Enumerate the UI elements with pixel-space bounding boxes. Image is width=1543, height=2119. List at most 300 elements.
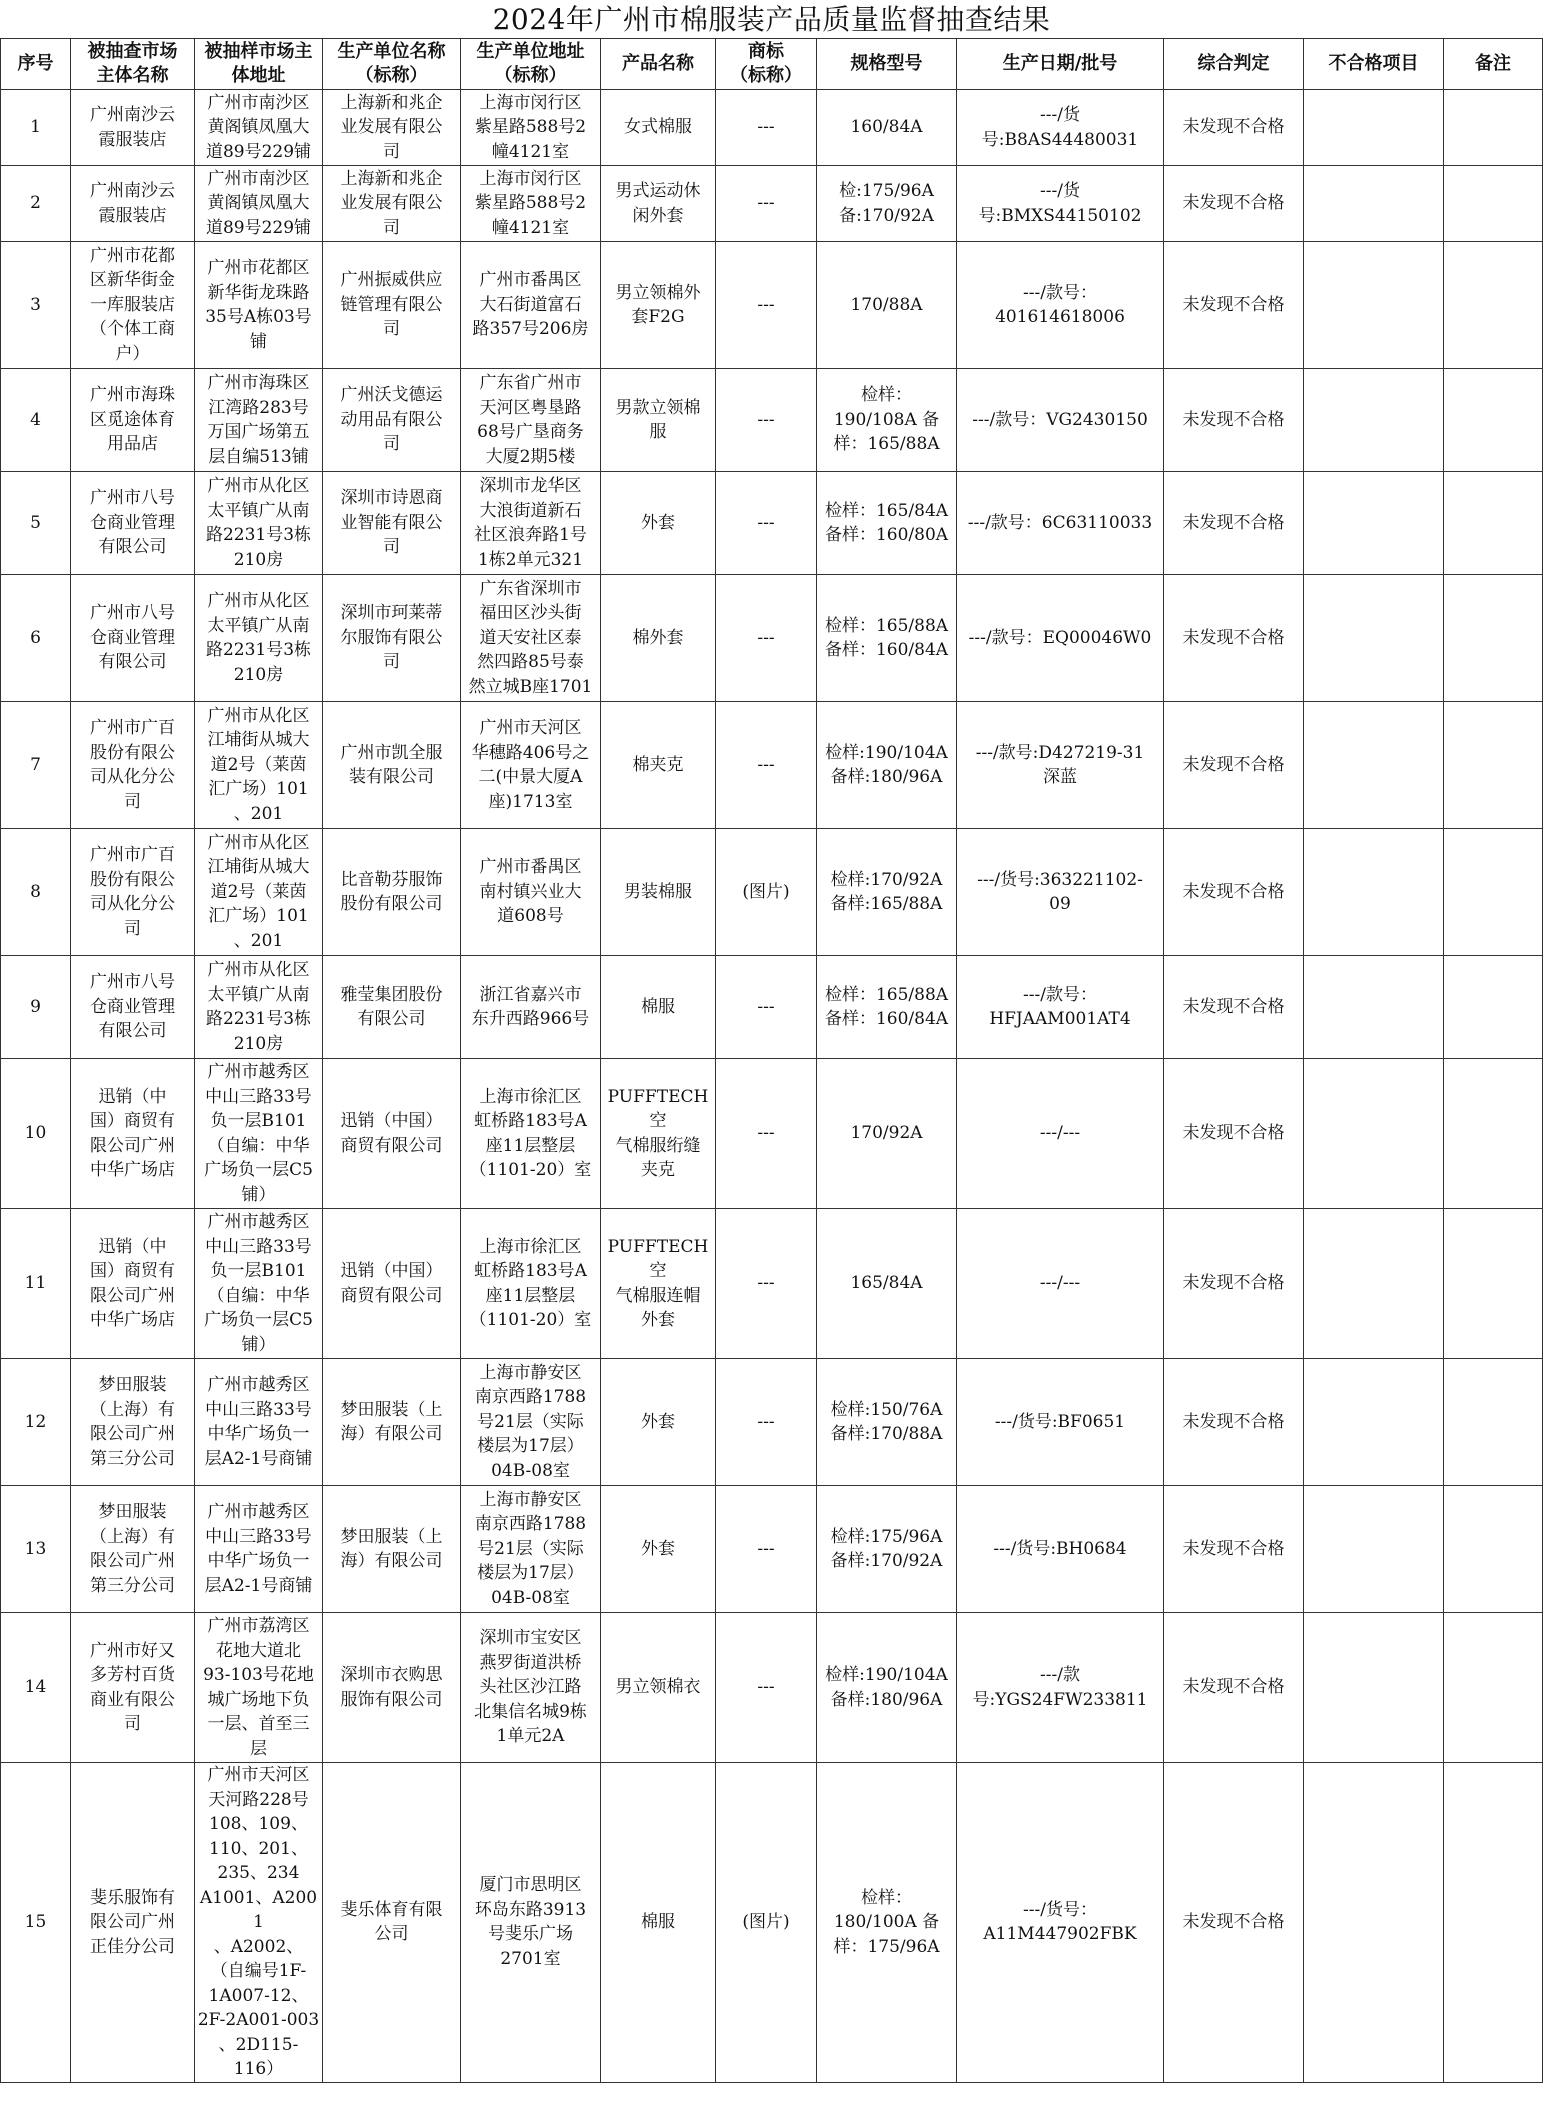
cell-sample-address <box>195 166 323 242</box>
cell-nonconforming-items <box>1304 956 1444 1059</box>
cell-text: 广州市从化区 <box>207 591 310 611</box>
header-text: 规格型号 <box>850 53 923 74</box>
cell-text: 区新华街金 <box>90 270 175 291</box>
cell-text: 上海新和兆企 <box>340 168 443 189</box>
cell-text: 广州市天河区 <box>479 718 582 738</box>
cell-spec-model <box>817 369 957 472</box>
cell-judgement <box>1164 575 1304 702</box>
cell-trademark <box>716 472 817 575</box>
cell-text: 广州市海珠 <box>90 385 175 406</box>
cell-producer-address <box>461 242 601 369</box>
cell-nonconforming-items <box>1304 829 1444 956</box>
cell-nonconforming-items <box>1304 702 1444 829</box>
table-body <box>1 90 1543 2083</box>
cell-text: 广东省广州市 <box>479 373 582 393</box>
cell-text: 黄阁镇凤凰大 <box>207 117 310 138</box>
header-market-entity <box>71 39 195 90</box>
cell-text: 股份有限公 <box>90 742 175 763</box>
cell-text: 中华广场负一 <box>207 1551 310 1571</box>
cell-producer-address <box>461 369 601 472</box>
cell-market-entity <box>71 1359 195 1486</box>
cell-text: 紫星路588号2 <box>474 193 587 214</box>
cell-producer-name <box>323 575 461 702</box>
cell-text: 道2号（莱茵 <box>210 881 307 902</box>
cell-text: 梦田服装 <box>98 1502 167 1522</box>
cell-seq <box>1 1486 71 1613</box>
cell-text: 限公司广州 <box>90 1285 175 1306</box>
cell-text: --- <box>757 409 775 430</box>
cell-text: 未发现不合格 <box>1182 117 1285 138</box>
cell-text: 深圳市诗恩商 <box>340 488 443 509</box>
cell-text: 道天安社区泰 <box>479 627 582 648</box>
cell-producer-address <box>461 956 601 1059</box>
cell-text: 210房 <box>233 549 284 570</box>
cell-text: 广州市番禺区 <box>479 857 582 878</box>
cell-text: 海）有限公司 <box>340 1551 443 1571</box>
cell-sample-address <box>195 1763 323 2083</box>
cell-text: 大厦2期5楼 <box>485 446 576 467</box>
cell-text: 4 <box>30 409 41 430</box>
cell-sample-address <box>195 369 323 472</box>
cell-text: ---/款号：EQ00046W0 <box>968 627 1152 648</box>
cell-text: 、A2002、 <box>213 1936 304 1957</box>
cell-production-batch <box>957 956 1164 1059</box>
cell-producer-name <box>323 242 461 369</box>
cell-text: 14 <box>24 1677 47 1698</box>
cell-text: 一层、首至三 <box>207 1714 310 1734</box>
cell-judgement <box>1164 1763 1304 2083</box>
cell-text: 司从化分公 <box>90 767 175 787</box>
cell-text: 广州振威供应 <box>340 270 443 291</box>
header-text: 产品名称 <box>622 53 694 74</box>
cell-text: 广州市越秀区 <box>207 1212 310 1232</box>
cell-judgement <box>1164 956 1304 1059</box>
cell-text: 1单元2A <box>496 1726 565 1747</box>
cell-text: 迅销（中国） <box>340 1261 443 1281</box>
cell-text: 未发现不合格 <box>1182 1912 1285 1932</box>
header-text: 生产单位名称 <box>337 41 446 62</box>
cell-spec-model <box>817 1359 957 1486</box>
cell-text: 上海市静安区 <box>479 1489 582 1510</box>
cell-producer-name <box>323 90 461 166</box>
cell-market-entity <box>71 166 195 242</box>
cell-text: 霞服装店 <box>98 129 167 150</box>
header-text: （标称） <box>355 65 428 86</box>
cell-text: 、201 <box>233 930 284 951</box>
cell-text: 160/84A <box>850 117 923 138</box>
cell-text: 8 <box>30 881 41 902</box>
cell-market-entity <box>71 829 195 956</box>
cell-text: 广州市从化区 <box>207 705 310 726</box>
cell-text: 商业有限公 <box>90 1689 175 1710</box>
cell-text: 燕罗街道洪桥 <box>479 1652 582 1673</box>
cell-text: 负一层B101 <box>210 1111 307 1131</box>
cell-seq <box>1 1613 71 1763</box>
cell-trademark <box>716 1763 817 2083</box>
cell-producer-address <box>461 829 601 956</box>
cell-text: ---/货号： <box>1023 1899 1097 1920</box>
cell-text: 梦田服装 <box>98 1375 167 1395</box>
cell-text: 35号A栋03号 <box>205 307 312 327</box>
cell-trademark <box>716 575 817 702</box>
table-row <box>1 1359 1543 1486</box>
cell-text: 2 <box>30 193 41 214</box>
cell-text: 广州市海珠区 <box>207 373 310 393</box>
cell-remarks <box>1444 166 1543 242</box>
header-sample-address <box>195 39 323 90</box>
cell-text: 仓商业管理 <box>90 996 175 1017</box>
cell-trademark <box>716 1209 817 1359</box>
cell-text: 南京西路1788 <box>474 1387 587 1408</box>
cell-text: 男立领棉外 <box>615 282 701 303</box>
cell-text: 海）有限公司 <box>340 1424 443 1444</box>
table-row <box>1 702 1543 829</box>
cell-spec-model <box>817 829 957 956</box>
cell-market-entity <box>71 90 195 166</box>
cell-text: 业发展有限公 <box>340 117 443 138</box>
cell-text: 铺） <box>241 1334 276 1355</box>
cell-text: 广州市越秀区 <box>207 1375 310 1395</box>
header-product-name <box>601 39 716 90</box>
cell-seq <box>1 702 71 829</box>
cell-text: 道608号 <box>497 906 564 927</box>
cell-product-name <box>601 575 716 702</box>
cell-judgement <box>1164 1359 1304 1486</box>
table-header-row <box>1 39 1543 90</box>
cell-text: 仓商业管理 <box>90 627 175 648</box>
cell-text: 93-103号花地 <box>203 1665 314 1685</box>
cell-production-batch <box>957 702 1164 829</box>
cell-text: 座11层整层 <box>485 1135 576 1156</box>
cell-text: 迅销（中 <box>98 1236 167 1257</box>
cell-text: 检样:170/92A <box>830 869 943 890</box>
cell-text: 13 <box>24 1538 47 1559</box>
cell-text: 楼层为17层） <box>477 1436 584 1457</box>
cell-text: 1 <box>30 117 41 138</box>
cell-spec-model <box>817 575 957 702</box>
cell-text: 多芳村百货 <box>90 1665 175 1685</box>
cell-text: 7 <box>30 754 41 775</box>
cell-text: 11 <box>24 1273 47 1294</box>
cell-text: 天河区粤垦路 <box>479 397 582 418</box>
cell-market-entity <box>71 242 195 369</box>
table-row <box>1 1763 1543 2083</box>
cell-text: 浙江省嘉兴市 <box>479 984 582 1005</box>
cell-product-name <box>601 829 716 956</box>
cell-text: 未发现不合格 <box>1182 193 1285 214</box>
cell-text: PUFFTECH空 <box>607 1086 709 1131</box>
cell-text: 有限公司 <box>98 537 167 558</box>
cell-text: 梦田服装（上 <box>340 1526 443 1547</box>
cell-text: 未发现不合格 <box>1182 1677 1285 1698</box>
cell-text: ---/款号： <box>1023 282 1097 303</box>
cell-text: --- <box>757 1123 775 1144</box>
cell-producer-name <box>323 829 461 956</box>
cell-text: A1001、A2001 <box>199 1887 318 1932</box>
cell-text: 业智能有限公 <box>340 512 443 533</box>
cell-text: 备样:170/88A <box>830 1424 943 1444</box>
cell-text: 、201 <box>233 803 284 824</box>
table-row <box>1 242 1543 369</box>
cell-text: 福田区沙头街 <box>479 603 582 624</box>
cell-nonconforming-items <box>1304 90 1444 166</box>
cell-text: 广州市南沙区 <box>207 168 310 189</box>
cell-text: 座)1713室 <box>488 791 573 812</box>
cell-text: 广州市广百 <box>90 718 175 738</box>
cell-text: 动用品有限公 <box>340 409 443 430</box>
cell-seq <box>1 166 71 242</box>
cell-sample-address <box>195 829 323 956</box>
cell-text: 号斐乐广场 <box>488 1924 573 1945</box>
cell-seq <box>1 242 71 369</box>
cell-production-batch <box>957 90 1164 166</box>
cell-text: 汇广场）101 <box>208 906 309 927</box>
cell-producer-address <box>461 1486 601 1613</box>
cell-text: 检样： <box>861 1887 912 1908</box>
cell-text: 1栋2单元321 <box>477 549 584 570</box>
cell-text: 备:170/92A <box>839 205 934 226</box>
header-production-batch <box>957 39 1164 90</box>
cell-producer-name <box>323 956 461 1059</box>
cell-text: 然立城B座1701 <box>468 676 593 697</box>
cell-text: 号:YGS24FW233811 <box>972 1689 1148 1710</box>
cell-text: 商贸有限公司 <box>340 1285 443 1306</box>
cell-text: 号:BMXS44150102 <box>978 205 1142 226</box>
cell-text: 广州市从化区 <box>207 832 310 853</box>
cell-text: 上海市静安区 <box>479 1362 582 1383</box>
cell-text: --- <box>757 627 775 648</box>
header-text: （标称） <box>730 65 802 86</box>
cell-text: 广州市荔湾区 <box>207 1616 310 1636</box>
cell-text: 广州市八号 <box>90 488 175 509</box>
cell-seq <box>1 829 71 956</box>
cell-text: 限公司广州 <box>90 1135 175 1156</box>
cell-text: 外套 <box>641 1411 675 1432</box>
cell-text: 正佳分公司 <box>90 1936 175 1957</box>
cell-text: 有限公司 <box>357 1009 426 1029</box>
cell-text: 路2231号3栋 <box>205 525 312 545</box>
cell-text: ---/款号：VG2430150 <box>972 409 1148 430</box>
cell-text: 司 <box>383 434 400 455</box>
cell-remarks <box>1444 829 1543 956</box>
cell-product-name <box>601 472 716 575</box>
cell-text: 新华街龙珠路 <box>207 282 310 303</box>
cell-text: 未发现不合格 <box>1182 996 1285 1017</box>
cell-text: 斐乐服饰有 <box>90 1887 175 1908</box>
cell-seq <box>1 575 71 702</box>
cell-text: 9 <box>30 996 41 1017</box>
cell-text: 花地大道北 <box>216 1640 301 1661</box>
header-text: 不合格项目 <box>1328 53 1419 74</box>
cell-spec-model <box>817 1763 957 2083</box>
cell-producer-address <box>461 472 601 575</box>
table-row <box>1 829 1543 956</box>
header-trademark <box>716 39 817 90</box>
cell-text: --- <box>757 294 775 315</box>
cell-text: 股份有限公司 <box>340 894 443 914</box>
cell-text: 厦门市思明区 <box>479 1875 582 1896</box>
cell-text: 170/92A <box>850 1123 923 1144</box>
cell-text: 广州市番禺区 <box>479 270 582 291</box>
cell-text: 江湾路283号 <box>208 397 309 418</box>
cell-text: 检样:190/104A <box>825 1665 948 1685</box>
header-text: （标称） <box>494 65 567 86</box>
results-table <box>0 38 1543 2083</box>
cell-text: 路357号206房 <box>472 319 589 340</box>
cell-text: 用品店 <box>107 434 158 455</box>
cell-text: 广州市天河区 <box>207 1765 310 1785</box>
table-row <box>1 1059 1543 1209</box>
cell-text: 女式棉服 <box>624 117 692 138</box>
cell-text: 检样：165/84A <box>824 500 949 521</box>
cell-text: 165/84A <box>850 1273 923 1294</box>
cell-sample-address <box>195 1613 323 1763</box>
cell-text: 、2D115- <box>218 2034 299 2055</box>
cell-text: 北集信名城9栋 <box>474 1701 587 1722</box>
cell-text: 中华广场店 <box>90 1160 175 1180</box>
header-text: 商标 <box>748 41 784 62</box>
cell-text: 6 <box>30 627 41 648</box>
cell-text: 路2231号3栋 <box>205 1009 312 1029</box>
cell-text: （自编号1F- <box>210 1961 307 1981</box>
cell-producer-name <box>323 1613 461 1763</box>
cell-text: 业发展有限公 <box>340 193 443 214</box>
cell-text: 备样：160/84A <box>824 1009 949 1029</box>
cell-text: 天河路228号 <box>208 1789 309 1810</box>
cell-producer-address <box>461 1613 601 1763</box>
cell-text: --- <box>757 754 775 775</box>
cell-text: 迅销（中国） <box>340 1111 443 1131</box>
cell-text: 层自编513铺 <box>208 446 309 467</box>
cell-text: （自编：中华 <box>207 1135 310 1156</box>
cell-text: 108、109、 <box>209 1814 308 1834</box>
cell-text: 广州市花都 <box>90 245 175 266</box>
cell-text: 套F2G <box>631 307 685 327</box>
cell-text: 样：165/88A <box>833 434 940 455</box>
cell-producer-address <box>461 1209 601 1359</box>
cell-text: 上海市闵行区 <box>479 92 582 113</box>
cell-text: 二(中景大厦A <box>478 767 583 787</box>
header-text: 生产日期/批号 <box>1002 53 1118 74</box>
cell-text: 110、201、 <box>209 1838 308 1859</box>
cell-trademark <box>716 702 817 829</box>
cell-text: 未发现不合格 <box>1182 294 1285 315</box>
cell-text: 外套 <box>641 512 675 533</box>
cell-text: 梦田服装（上 <box>340 1399 443 1420</box>
cell-text: 服 <box>649 422 667 442</box>
cell-text: 股份有限公 <box>90 869 175 890</box>
cell-product-name <box>601 242 716 369</box>
cell-text: 气棉服连帽 <box>615 1285 701 1306</box>
cell-spec-model <box>817 1059 957 1209</box>
cell-text: 虹桥路183号A <box>474 1261 587 1281</box>
cell-producer-address <box>461 166 601 242</box>
cell-text: 男装棉服 <box>624 881 692 902</box>
cell-text: 15 <box>24 1912 47 1932</box>
cell-text: （1101-20）室 <box>469 1160 592 1180</box>
cell-text: 太平镇广从南 <box>207 500 310 521</box>
cell-text: --- <box>757 1538 775 1559</box>
cell-text: 尔服饰有限公 <box>340 627 443 648</box>
cell-text: 广州市广百 <box>90 845 175 865</box>
cell-sample-address <box>195 242 323 369</box>
cell-text: 68号广垦商务 <box>477 422 584 442</box>
cell-judgement <box>1164 242 1304 369</box>
header-text: 生产单位地址 <box>476 41 585 62</box>
cell-text: (图片) <box>742 1912 790 1932</box>
cell-judgement <box>1164 472 1304 575</box>
cell-text: 限公司广州 <box>90 1912 175 1932</box>
cell-text: 大浪街道新石 <box>479 500 582 521</box>
cell-nonconforming-items <box>1304 1359 1444 1486</box>
cell-product-name <box>601 1359 716 1486</box>
cell-remarks <box>1444 1209 1543 1359</box>
cell-text: 样：175/96A <box>833 1936 940 1957</box>
cell-text: 司 <box>383 537 400 558</box>
cell-text: 广州市越秀区 <box>207 1502 310 1522</box>
cell-text: 层A2-1号商铺 <box>204 1448 313 1469</box>
cell-text: 江埔街从城大 <box>207 857 310 878</box>
cell-text: 中华广场店 <box>90 1310 175 1330</box>
cell-text: 10 <box>24 1123 47 1144</box>
cell-product-name <box>601 1209 716 1359</box>
cell-producer-name <box>323 1059 461 1209</box>
cell-trademark <box>716 1613 817 1763</box>
cell-production-batch <box>957 1613 1164 1763</box>
cell-text: --- <box>757 1273 775 1294</box>
cell-text: 未发现不合格 <box>1182 754 1285 775</box>
cell-text: 广州市凯全服 <box>340 742 443 763</box>
cell-remarks <box>1444 1359 1543 1486</box>
table-row <box>1 1486 1543 1613</box>
cell-text: 仓商业管理 <box>90 512 175 533</box>
cell-text: 备样：160/80A <box>824 525 949 545</box>
cell-production-batch <box>957 1763 1164 2083</box>
cell-text: 路2231号3栋 <box>205 640 312 660</box>
cell-text: 备样:170/92A <box>830 1551 943 1571</box>
cell-text: 一库服装店 <box>90 294 175 315</box>
cell-text: 东升西路966号 <box>471 1009 590 1029</box>
cell-text: 司 <box>383 141 400 162</box>
cell-producer-name <box>323 702 461 829</box>
cell-text: 服饰有限公司 <box>340 1689 443 1710</box>
cell-production-batch <box>957 829 1164 956</box>
cell-text: 万国广场第五 <box>207 422 310 442</box>
cell-text: 广州市越秀区 <box>207 1062 310 1082</box>
cell-text: ---/款号:D427219-31 <box>975 742 1145 763</box>
cell-text: 大石街道富石 <box>479 294 582 315</box>
cell-text: 环岛东路3913 <box>474 1899 587 1920</box>
cell-text: 广州市八号 <box>90 972 175 993</box>
cell-market-entity <box>71 1763 195 2083</box>
cell-market-entity <box>71 1059 195 1209</box>
cell-text: 广州市八号 <box>90 603 175 624</box>
cell-remarks <box>1444 1486 1543 1613</box>
cell-seq <box>1 90 71 166</box>
cell-text: --- <box>757 512 775 533</box>
cell-text: 男立领棉衣 <box>615 1677 701 1698</box>
cell-text: 司 <box>383 319 400 340</box>
cell-text: 深圳市衣购思 <box>340 1665 443 1685</box>
cell-text: 5 <box>30 512 41 533</box>
cell-text: 道2号（莱茵 <box>210 754 307 775</box>
cell-product-name <box>601 1613 716 1763</box>
header-text: 序号 <box>17 53 54 74</box>
cell-text: 04B-08室 <box>491 1460 570 1481</box>
cell-text: 中山三路33号 <box>205 1526 312 1547</box>
cell-text: 号21层（实际 <box>477 1538 584 1559</box>
cell-product-name <box>601 369 716 472</box>
